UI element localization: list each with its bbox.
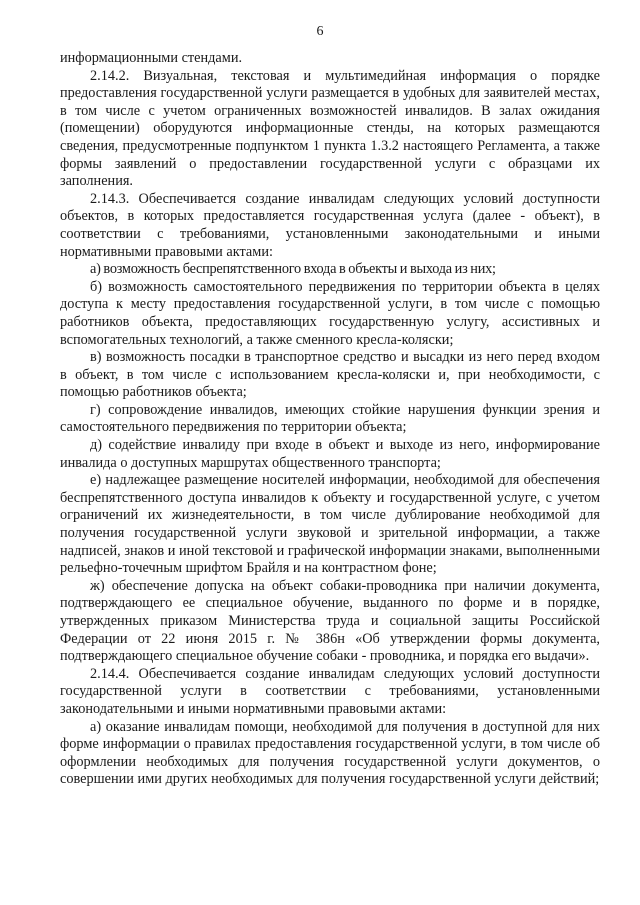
paragraph-2-14-2: 2.14.2. Визуальная, текстовая и мультимедийная информация о порядке предоставления государственной услуги размещается в удобных для заявителей местах, в том числе с учетом ограниченных возможностей инвалидов. В залах ожидания (помещении) оборудуются информационные стенды, на которых размещаются сведения, предусмотренные подпунктом 1 пункта 1.3.2 настоящего Регламента, а также формы заявлений о предоставлении государственной услуги с образцами их заполнения. — [60, 67, 600, 190]
page-number: 6 — [316, 24, 324, 39]
list-item-v-transport: в) возможность посадки в транспортное средство и высадки из него перед входом в объект, в том числе с использованием кресла-коляски и, при необходимости, с помощью работников объекта; — [60, 349, 600, 401]
paragraph-continuation: информационными стендами. — [60, 50, 243, 66]
list-item-zh-guide-dog: ж) обеспечение допуска на объект собаки-проводника при наличии документа, подтверждающего ее специальное обучение, выданного по форме и в порядке, утвержденных приказом Министерства труда и социальной защиты Российской Федерации от 22 июня 2015 г. № 386н «Об утверждении формы документа, подтверждающего специальное обучение собаки - проводника, и порядка его выдачи». — [60, 577, 600, 665]
list-item-e-information: е) надлежащее размещение носителей информации, необходимой для обеспечения беспрепятственного доступа инвалидов к объекту и государственной услуге, с учетом ограничений их жизнедеятельности, в том числе дублирование необходимой для получения государственной услуги звуковой и зрительной информации, а также надписей, знаков и иной текстовой и графической информации знаками, выполненными рельефно-точечным шрифтом Брайля и на контрастном фоне; — [60, 472, 600, 577]
paragraph-2-14-4: 2.14.4. Обеспечивается создание инвалидам следующих условий доступности государственной услуги в соответствии с требованиями, установленными законодательными и иными нормативными правовыми актами: — [60, 665, 600, 717]
list-item-g-escort: г) сопровождение инвалидов, имеющих стойкие нарушения функции зрения и самостоятельного передвижения по территории объекта; — [60, 401, 600, 436]
paragraph-2-14-3: 2.14.3. Обеспечивается создание инвалидам следующих условий доступности объектов, в которых предоставляется государственная услуга (далее - объект), в соответствии с требованиями, установленными законодательными и иными нормативными правовыми актами: — [60, 190, 600, 260]
list-item-a-help: а) оказание инвалидам помощи, необходимой для получения в доступной для них форме информации о правилах предоставления государственной услуги, в том числе об оформлении необходимых для получения государственной услуги документов, о совершении ими других необходимых для получения государственной услуги действий; — [60, 718, 600, 788]
list-item-a-entrance: а) возможность беспрепятственного входа в объекты и выхода из них; — [90, 261, 496, 278]
document-body — [60, 50, 600, 789]
list-item-d-assistance: д) содействие инвалиду при входе в объект и выходе из него, информирование инвалида о доступных маршрутах общественного транспорта; — [60, 437, 600, 471]
list-item-b-movement: б) возможность самостоятельного передвижения по территории объекта в целях доступа к месту предоставления государственной услуги, в том числе с помощью работников объекта, предоставляющих государственную услугу, ассистивных и вспомогательных технологий, а также сменного кресла-коляски; — [60, 278, 600, 348]
